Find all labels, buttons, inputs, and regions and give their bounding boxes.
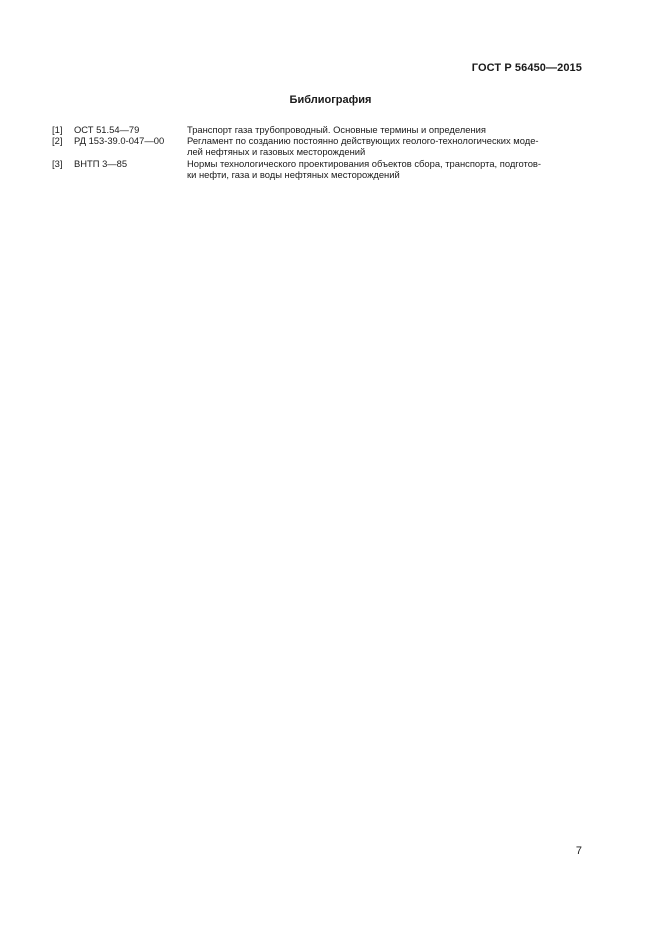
bibliography-item: [52, 135, 582, 157]
bibliography-list: [52, 124, 582, 180]
bibliography-item-code: РД 153-39.0-047—00: [74, 135, 165, 147]
document-code: ГОСТ Р 56450—2015: [471, 62, 582, 74]
bibliography-item-code: ОСТ 51.54—79: [74, 124, 140, 135]
bibliography-item-number: [3]: [52, 157, 63, 169]
bibliography-item-code: ВНТП 3—85: [74, 157, 128, 169]
bibliography-item-number: [1]: [52, 124, 63, 135]
bibliography-item-title: Транспорт газа трубопроводный. Основные термины и определения: [187, 124, 486, 135]
bibliography-item: [52, 158, 582, 180]
section-title: Библиография: [289, 94, 372, 106]
bibliography-item-number: [2]: [52, 135, 63, 147]
bibliography-item-title: Регламент по созданию постоянно действующих геолого-технологических моде- лей нефтяных и газовых месторождений: [187, 135, 539, 158]
bibliography-item-title: Нормы технологического проектирования объектов сбора, транспорта, подготов- ки нефти, газа и воды нефтяных месторождений: [187, 157, 542, 180]
bibliography-item: [52, 124, 582, 135]
page-number: 7: [575, 845, 582, 857]
